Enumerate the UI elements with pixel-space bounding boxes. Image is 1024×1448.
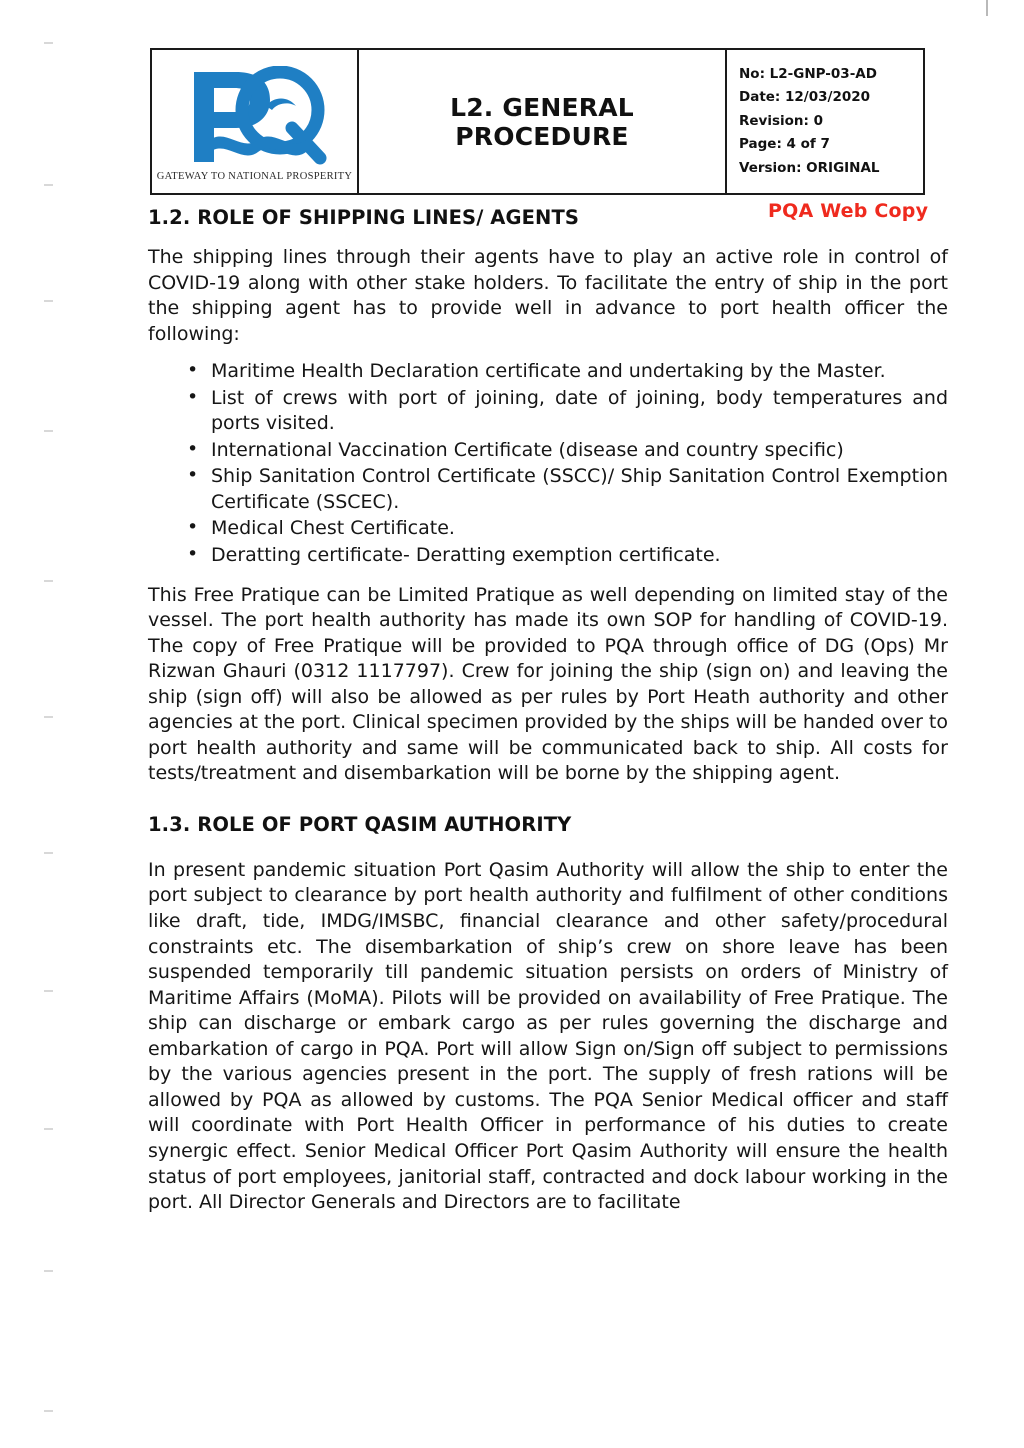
section-heading-1-2: 1.2. ROLE OF SHIPPING LINES/ AGENTS (148, 206, 579, 229)
scan-mark (44, 852, 53, 854)
document-title: L2. GENERAL PROCEDURE (450, 92, 634, 151)
logo-cell (152, 50, 359, 193)
header-meta-cell (727, 50, 923, 193)
section-heading-1-3: 1.3. ROLE OF PORT QASIM AUTHORITY (148, 812, 572, 836)
list-item: • Deratting certificate- Deratting exemption certificate. (183, 543, 948, 569)
list-item: • Maritime Health Declaration certificate and undertaking by the Master. (183, 359, 948, 385)
scan-mark (44, 1410, 53, 1412)
scan-mark (44, 990, 53, 992)
section-1-2-closing: This Free Pratique can be Limited Pratique as well depending on limited stay of the vessel. The port health authority has made its own SOP for handling of COVID-19. The copy of Free Pratique will be provided to PQA through office of DG (Ops) Mr Rizwan Ghauri (0312 1117797). Crew for joining the ship (sign on) and leaving the ship (sign off) will also be allowed as per rules by Port Heath authority and other agencies at the port. Clinical specimen provided by the ships will be handed over to port health authority and same will be communicated back to ship. All costs for tests/treatment and disembarkation will be borne by the shipping agent. (148, 583, 948, 785)
scan-mark (44, 716, 53, 718)
scan-mark (44, 1128, 53, 1130)
scan-mark (44, 184, 53, 186)
scan-mark (44, 430, 53, 432)
scan-mark (44, 1270, 53, 1272)
document-body (148, 206, 948, 1226)
logo-tagline: GATEWAY TO NATIONAL PROSPERITY (156, 170, 353, 182)
shipping-agent-requirements-list (148, 359, 948, 568)
section-1-3-body: In present pandemic situation Port Qasim Authority will allow the ship to enter the port subject to clearance by port health authority and fulfilment of other conditions like draft, tide, IMDG/IMSBC, financial clearance and other safety/procedural constraints etc. The disembarkation of ship’s crew on shore leave has been suspended temporarily till pandemic situation persists on orders of Ministry of Maritime Affairs (MoMA). Pilots will be provided on availability of Free Pratique. The ship can discharge or embark cargo as per rules governing the discharge and embarkation of cargo in PQA. Port will allow Sign on/Sign off subject to permissions by the various agencies present in the port. The supply of fresh rations will be allowed by PQA as allowed by customs. The PQA Senior Medical officer and staff will coordinate with Port Health Officer in performance of his duties to create synergic effect. Senior Medical Officer Port Qasim Authority will ensure the health status of port employees, janitorial staff, contracted and dock labour working in the port. All Director Generals and Directors are to facilitate (148, 858, 948, 1214)
pqa-logo-icon (180, 66, 330, 170)
document-header (150, 48, 925, 195)
list-item: • Medical Chest Certificate. (183, 516, 948, 542)
scan-mark (986, 0, 988, 16)
header-title-cell (359, 50, 727, 193)
web-copy-watermark: PQA Web Copy (768, 200, 929, 222)
scan-mark (44, 42, 53, 44)
meta-revision: Revision: 0 (739, 112, 824, 129)
meta-version: Version: ORIGINAL (739, 159, 880, 176)
list-item: • List of crews with port of joining, date of joining, body temperatures and ports visited. (183, 386, 948, 437)
meta-doc-no: No: L2-GNP-03-AD (739, 66, 877, 83)
scan-mark (44, 580, 53, 582)
section-1-2-intro: The shipping lines through their agents have to play an active role in control of COVID-19 along with other stake holders. To facilitate the entry of ship in the port the shipping agent has to provide well in advance to port health officer the following: (148, 246, 948, 345)
meta-page: Page: 4 of 7 (739, 136, 830, 153)
list-item: • International Vaccination Certificate (disease and country specific) (183, 438, 948, 464)
scan-mark (44, 300, 53, 302)
meta-date: Date: 12/03/2020 (739, 89, 871, 106)
list-item: • Ship Sanitation Control Certificate (SSCC)/ Ship Sanitation Control Exemption Certificate (SSCEC). (183, 464, 948, 515)
